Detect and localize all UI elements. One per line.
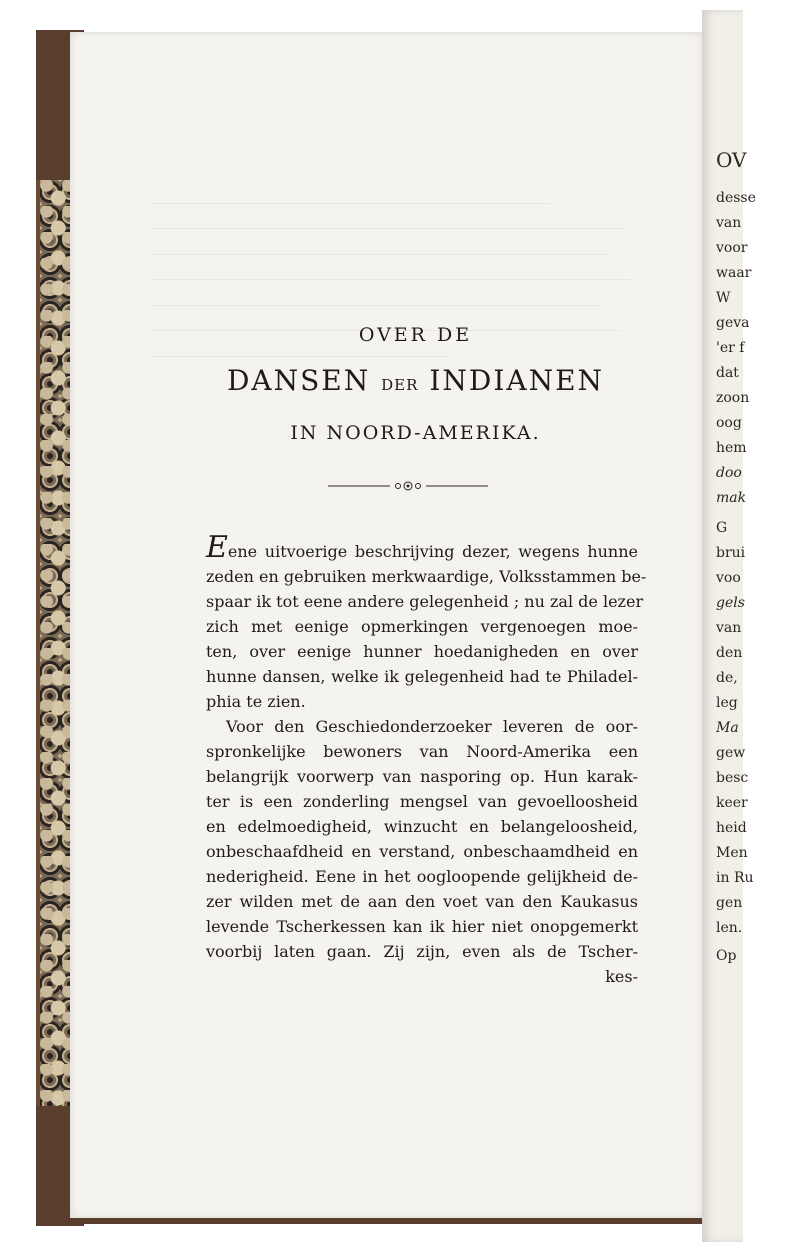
- right-page-fragment: G: [716, 520, 728, 536]
- body-line-0: Eene uitvoerige beschrijving dezer, wegens hunne: [206, 530, 638, 565]
- right-page-fragment: gels: [716, 595, 745, 611]
- right-page-fragment: heid: [716, 820, 747, 836]
- right-page-fragment: van: [716, 215, 742, 231]
- right-page-fragment: in Ru: [716, 870, 754, 886]
- right-page-fragment: zoon: [716, 390, 750, 406]
- body-line-3: zich met eenige opmerkingen vergenoegen moe-: [206, 617, 638, 636]
- right-page-fragment: waar: [716, 265, 752, 281]
- title-line-1: OVER DE: [358, 324, 473, 346]
- body-line-4: ten, over eenige hunner hoedanigheden en over: [206, 642, 638, 661]
- right-page-fragment: Ma: [716, 720, 739, 736]
- right-page-fragment: oog: [716, 415, 742, 431]
- body-line-2: spaar ik tot eene andere gelegenheid ; nu zal de lezer: [206, 592, 644, 611]
- right-page-fragment: de,: [716, 670, 738, 686]
- title-der: DER: [381, 376, 419, 394]
- right-page-fragment: van: [716, 620, 742, 636]
- body-line-14: zer wilden met de aan den voet van den Kaukasus: [206, 892, 638, 911]
- body-line-6: phia te zien.: [206, 692, 306, 711]
- body-line-13: nederigheid. Eene in het oogloopende gelijkheid de-: [206, 867, 638, 886]
- right-page-fragment: doo: [716, 465, 742, 481]
- drop-cap: E: [206, 530, 228, 565]
- right-page-fragment: hem: [716, 440, 747, 456]
- right-page: [702, 10, 756, 1242]
- right-page-fragment: leg: [716, 695, 738, 711]
- right-page-fragment: desse: [716, 190, 756, 206]
- body-line-11: en edelmoedigheid, winzucht en belangeloosheid,: [206, 817, 638, 836]
- body-line-16: voorbij laten gaan. Zij zijn, even als de Tscher-: [206, 942, 638, 961]
- body-line-7: Voor den Geschiedonderzoeker leveren de oor-: [226, 717, 638, 736]
- body-line-5: hunne dansen, welke ik gelegenheid had te Philadel-: [206, 667, 638, 686]
- title-line-3: IN NOORD-AMERIKA.: [290, 422, 541, 444]
- body-text: [206, 530, 647, 989]
- right-page-fragment: geva: [716, 315, 750, 331]
- body-line-1: zeden en gebruiken merkwaardige, Volksstammen be-: [206, 567, 647, 586]
- right-page-fragment: 'er f: [716, 340, 745, 356]
- right-page-fragment: brui: [716, 545, 746, 561]
- right-page-fragment: len.: [716, 920, 743, 936]
- title-line-2: [44, 364, 787, 397]
- right-page-fragment: keer: [716, 795, 748, 811]
- title-indianen: INDIANEN: [429, 364, 605, 397]
- right-page-fragment: den: [716, 645, 743, 661]
- body-line-12: onbeschaafdheid en verstand, onbeschaamdheid en: [206, 842, 638, 861]
- right-page-fragment: Op: [716, 948, 737, 964]
- body-line-9: belangrijk voorwerp van nasporing op. Hun karak-: [206, 767, 638, 786]
- right-page-fragment: gew: [716, 745, 746, 761]
- right-page-fragment: gen: [716, 895, 743, 911]
- catchword: kes-: [605, 967, 638, 986]
- right-page-fragment: W: [716, 290, 731, 306]
- body-line-10: ter is een zonderling mengsel van gevoelloosheid: [206, 792, 638, 811]
- ornament-divider: [328, 478, 488, 494]
- right-page-fragment: voo: [716, 570, 741, 586]
- right-page-fragment: voor: [716, 240, 748, 256]
- right-page-fragment: Men: [716, 845, 748, 861]
- right-page-fragment: mak: [716, 490, 747, 506]
- right-page-fragment: OV: [716, 148, 747, 172]
- body-line-8: spronkelijke bewoners van Noord-Amerika een: [206, 742, 638, 761]
- right-page-fragment: dat: [716, 365, 739, 381]
- right-page-fragment: besc: [716, 770, 749, 786]
- body-line-15: levende Tscherkessen kan ik hier niet onopgemerkt: [206, 917, 638, 936]
- title-dansen: DANSEN: [226, 364, 371, 397]
